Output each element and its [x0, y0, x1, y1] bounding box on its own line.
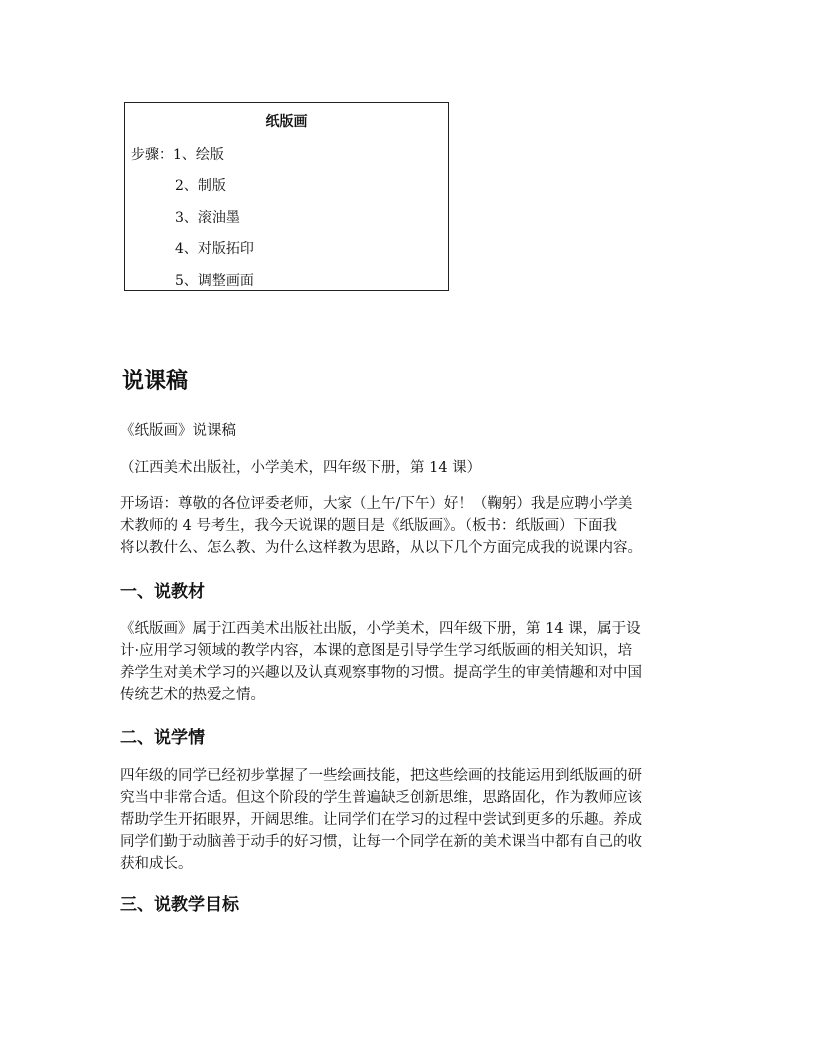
steps-box	[124, 102, 449, 291]
section-heading-students: 二、说学情	[120, 728, 205, 748]
paragraph-line: 四年级的同学已经初步掌握了一些绘画技能，把这些绘画的技能运用到纸版画的研	[120, 768, 642, 784]
paragraph-line: 帮助学生开拓眼界，开阔思维。让同学们在学习的过程中尝试到更多的乐趣。养成	[120, 812, 642, 828]
box-title: 纸版画	[265, 114, 308, 130]
step-item: 5、调整画面	[175, 273, 254, 289]
students-paragraph	[120, 765, 700, 875]
intro-paragraph	[120, 493, 700, 559]
page-title: 说课稿	[122, 369, 189, 394]
paragraph-line: 获和成长。	[120, 856, 193, 872]
steps-prefix: 步骤：	[131, 147, 173, 163]
paragraph-line: 同学们勤于动脑善于动手的好习惯，让每一个同学在新的美术课当中都有自己的收	[120, 834, 642, 850]
paragraph-line: 究当中非常合适。但这个阶段的学生普遍缺乏创新思维，思路固化，作为教师应该	[120, 790, 642, 806]
section-heading-objectives: 三、说教学目标	[120, 895, 239, 915]
source-line: （江西美术出版社，小学美术，四年级下册，第 14 课）	[120, 460, 482, 476]
paragraph-line: 计·应用学习领域的教学内容，本课的意图是引导学生学习纸版画的相关知识，培	[120, 643, 633, 659]
section-heading-textbook: 一、说教材	[120, 582, 205, 602]
step-row-1	[131, 144, 224, 164]
paragraph-line: 开场语：尊敬的各位评委老师，大家（上午/下午）好！（鞠躬）我是应聘小学美	[120, 496, 633, 512]
paragraph-line: 《纸版画》属于江西美术出版社出版，小学美术，四年级下册，第 14 课，属于设	[120, 621, 641, 637]
paragraph-line: 传统艺术的热爱之情。	[120, 687, 265, 703]
step-item: 1、绘版	[173, 147, 224, 163]
paragraph-line: 将以教什么、怎么教、为什么这样教为思路，从以下几个方面完成我的说课内容。	[120, 540, 642, 556]
subtitle: 《纸版画》说课稿	[120, 423, 236, 439]
paragraph-line: 养学生对美术学习的兴趣以及认真观察事物的习惯。提高学生的审美情趣和对中国	[120, 665, 642, 681]
step-item: 3、滚油墨	[175, 210, 240, 226]
textbook-paragraph	[120, 618, 700, 706]
step-item: 4、对版拓印	[175, 241, 254, 257]
paragraph-line: 术教师的 4 号考生，我今天说课的题目是《纸版画》。（板书：纸版画）下面我	[120, 518, 617, 534]
step-item: 2、制版	[175, 178, 226, 194]
